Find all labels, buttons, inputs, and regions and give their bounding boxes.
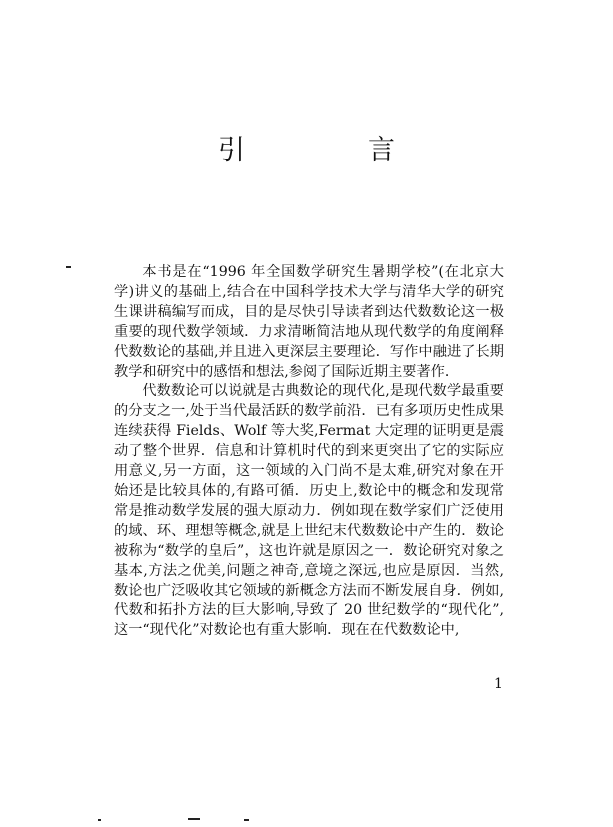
scan-speck xyxy=(188,818,200,820)
scan-speck xyxy=(66,266,71,268)
paragraph-algebraic-number-theory: 代数数论可以说就是古典数论的现代化,是现代数学最重要的分支之一,处于当代最活跃的数学前沿．已有多项历史性成果连续获得 Fields、Wolf 等大奖,Fermat 大定理的证明更是震动了整个世界．信息和计算机时代的到来更突出了它的实际应用意义,另一方面，这一领域的入门尚不是太难,研究对象在开始还是比较具体的,有路可循．历史上,数论中的概念和发现常常是推动数学发展的强大原动力．例如现在数学家们广泛使用的域、环、理想等概念,就是上世纪末代数数论中产生的．数论被称为“数学的皇后”，这也许就是原因之一．数论研究对象之基本,方法之优美,问题之神奇,意境之深远,也应是原因．当然,数论也广泛吸收其它领域的新概念方法而不断发展自身．例如,代数和拓扑方法的巨大影响,导致了 20 世纪数学的“现代化”,这一“现代化”对数论也有重大影响．现在在代数数论中, xyxy=(114,383,504,639)
scan-speck xyxy=(244,819,249,821)
paragraph-intro: 本书是在“1996 年全国数学研究生暑期学校”(在北京大学)讲义的基础上,结合在中国科学技术大学与清华大学的研究生课讲稿编写而成，目的是尽快引导读者到达代数数论这一极重要的现代数学领域．力求清晰简洁地从现代数学的角度阐释代数数论的基础,并且进入更深层主要理论．写作中融进了长期教学和研究中的感悟和想法,参阅了国际近期主要著作． xyxy=(114,264,504,380)
page-number: 1 xyxy=(494,676,503,692)
scan-speck xyxy=(98,819,101,821)
body-text xyxy=(114,263,504,641)
page-title: 引 言 xyxy=(218,135,443,166)
